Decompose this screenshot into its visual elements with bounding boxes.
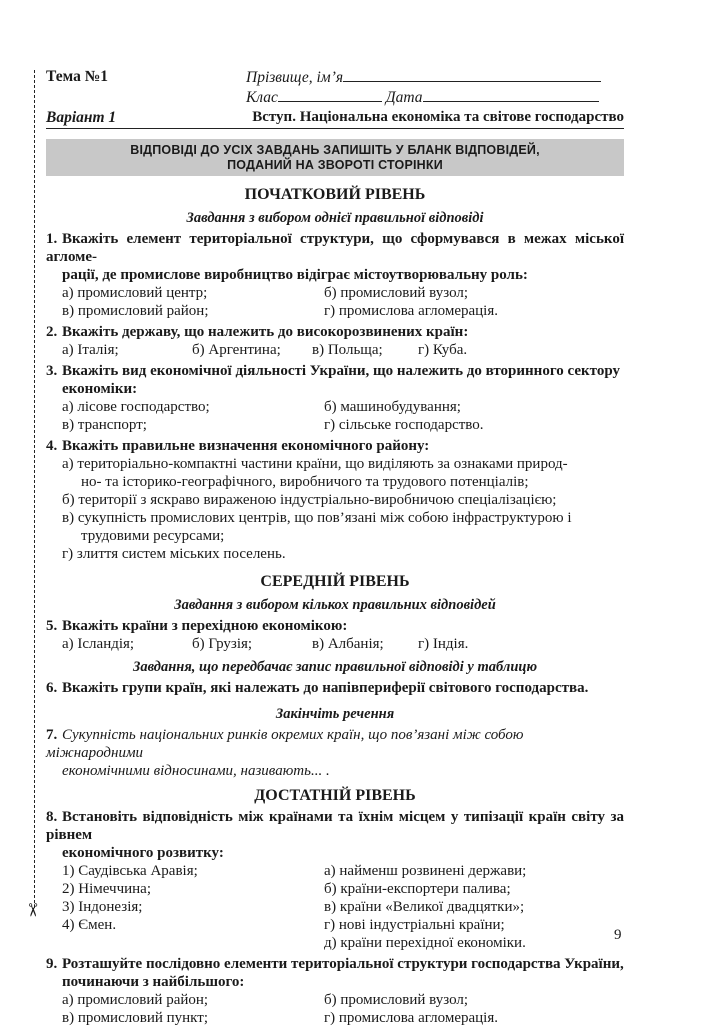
question-number: 3.	[46, 363, 58, 379]
page-number: 9	[614, 927, 622, 943]
question-3	[46, 362, 624, 398]
option-b: б) промисловий вузол;	[324, 285, 469, 301]
question-text: Вкажіть правильне визначення економічного району:	[62, 438, 430, 454]
option-d: г) промислова агломерація.	[324, 1010, 498, 1026]
question-number: 9.	[46, 956, 58, 972]
question-4-options	[46, 455, 624, 563]
match-left-1: 1) Саудівська Аравія;	[62, 863, 198, 879]
question-text-cont: починаючи з найбільшого:	[62, 974, 245, 990]
match-left-empty	[62, 934, 324, 952]
variant-row	[46, 108, 624, 129]
banner-line-2: ПОДАНИЙ НА ЗВОРОТІ СТОРІНКИ	[227, 158, 443, 172]
option-a-line-2: но- та історико-географічного, виробничого та трудового потенціалів;	[81, 474, 529, 490]
question-text: Розташуйте послідовно елементи територіальної структури господарства України,	[62, 956, 624, 972]
question-8-matching	[46, 862, 624, 952]
option-a: а) лісове господарство;	[62, 399, 210, 415]
option-a	[62, 455, 624, 491]
option-c: в) Албанія;	[312, 636, 384, 652]
question-1-options	[46, 284, 624, 320]
topic-label: Тема №1	[46, 68, 109, 85]
option-a: а) промисловий центр;	[62, 285, 208, 301]
question-7	[46, 726, 624, 780]
question-number: 5.	[46, 618, 58, 634]
option-b: б) Аргентина;	[192, 342, 281, 358]
question-1	[46, 230, 624, 284]
question-9	[46, 955, 624, 991]
option-c: в) промисловий пункт;	[62, 1010, 208, 1026]
option-c: в) транспорт;	[62, 417, 147, 433]
option-d: г) злиття систем міських поселень.	[62, 546, 286, 562]
header-row-2	[46, 88, 624, 108]
date-label: Дата	[385, 89, 423, 106]
question-text-cont: економіки:	[62, 381, 138, 397]
class-date-field[interactable]	[246, 88, 599, 107]
question-text: Вкажіть державу, що належить до високорозвинених країн:	[62, 324, 469, 340]
question-text: Сукупність національних ринків окремих країн, що пов’язані між собою міжнародними	[46, 727, 524, 761]
option-c-line-1: в) сукупність промислових центрів, що пов’язані між собою інфраструктурою і	[62, 510, 572, 526]
option-d: г) Індія.	[418, 636, 469, 652]
option-a: а) Ісландія;	[62, 636, 135, 652]
option-a: а) промисловий район;	[62, 992, 209, 1008]
banner-line-1: ВІДПОВІДІ ДО УСІХ ЗАВДАНЬ ЗАПИШІТЬ У БЛАНК ВІДПОВІДЕЙ,	[130, 143, 540, 157]
option-b: б) промисловий вузол;	[324, 992, 469, 1008]
question-4	[46, 437, 624, 455]
option-c: в) промисловий район;	[62, 303, 209, 319]
question-number: 7.	[46, 727, 58, 743]
level-middle: СЕРЕДНІЙ РІВЕНЬ	[260, 573, 410, 590]
question-3-options	[46, 398, 624, 434]
question-8	[46, 808, 624, 862]
question-text: Вкажіть країни з перехідною економікою:	[62, 618, 348, 634]
instructions-banner	[46, 139, 624, 176]
option-a: а) Італія;	[62, 342, 119, 358]
question-2	[46, 323, 624, 341]
match-right-a: а) найменш розвинені держави;	[324, 863, 527, 879]
task-table-answer: Завдання, що передбачає запис правильної відповіді у таблицю	[132, 659, 538, 675]
variant-label: Варіант 1	[46, 109, 117, 126]
option-d: г) Куба.	[418, 342, 468, 358]
task-single-choice: Завдання з вибором однієї правильної відповіді	[186, 210, 484, 226]
question-5	[46, 617, 624, 635]
match-left-4: 4) Ємен.	[62, 917, 117, 933]
question-number: 4.	[46, 438, 58, 454]
question-5-options	[46, 635, 624, 653]
question-text: Вкажіть вид економічної діяльності України, що належить до вторинного сектору	[62, 363, 620, 379]
question-6	[46, 679, 624, 697]
question-text: Вкажіть елемент територіальної структури, що сформувався в межах міської агломе-	[46, 231, 624, 265]
class-line[interactable]	[278, 88, 382, 102]
match-left-2: 2) Німеччина;	[62, 881, 151, 897]
section-title: Вступ. Національна економіка та світове господарство	[252, 109, 624, 125]
option-c: в) Польща;	[312, 342, 383, 358]
date-line[interactable]	[423, 88, 599, 102]
match-right-d: г) нові індустріальні країни;	[324, 917, 505, 933]
option-d: г) промислова агломерація.	[324, 303, 498, 319]
level-sufficient: ДОСТАТНІЙ РІВЕНЬ	[254, 787, 416, 804]
match-right-c: в) країни «Великої двадцятки»;	[324, 899, 525, 915]
question-text: Вкажіть групи країн, які належать до напівпериферії світового господарства.	[62, 680, 589, 696]
match-left-3: 3) Індонезія;	[62, 899, 143, 915]
option-a-line-1: а) територіально-компактні частини країни, що виділяють за ознаками природ-	[62, 456, 568, 472]
question-number: 2.	[46, 324, 58, 340]
match-right-b: б) країни-експортери палива;	[324, 881, 511, 897]
option-b: б) території з яскраво вираженою індустріально-виробничою спеціалізацією;	[62, 492, 557, 508]
surname-label: Прізвище, ім’я	[246, 69, 344, 86]
header-row-1	[46, 68, 624, 88]
question-text-cont: економічного розвитку:	[62, 845, 224, 861]
task-multi-choice: Завдання з вибором кількох правильних відповідей	[174, 597, 496, 613]
option-c-line-2: трудовими ресурсами;	[81, 528, 225, 544]
surname-line[interactable]	[343, 68, 601, 82]
class-label: Клас	[246, 89, 278, 106]
match-right-e: д) країни перехідної економіки.	[324, 935, 526, 951]
question-9-options	[46, 991, 624, 1027]
worksheet	[46, 68, 624, 1027]
question-number: 6.	[46, 680, 58, 696]
scissors-icon: ✂	[21, 902, 43, 918]
question-text: Встановіть відповідність між країнами та їхнім місцем у типізації країн світу за рівнем	[46, 809, 624, 843]
task-finish-sentence: Закінчіть речення	[275, 706, 395, 722]
cut-line	[34, 70, 35, 908]
option-b: б) Грузія;	[192, 636, 253, 652]
question-number: 1.	[46, 231, 58, 247]
level-initial: ПОЧАТКОВИЙ РІВЕНЬ	[244, 186, 426, 203]
option-b: б) машинобудування;	[324, 399, 461, 415]
question-text-cont: економічними відносинами, називають... .	[62, 763, 330, 779]
surname-field[interactable]	[246, 68, 601, 87]
option-c	[62, 509, 624, 545]
question-text-cont: рації, де промислове виробництво відіграє містоутворювальну роль:	[62, 267, 528, 283]
question-2-options	[46, 341, 624, 359]
option-d: г) сільське господарство.	[324, 417, 484, 433]
question-number: 8.	[46, 809, 58, 825]
